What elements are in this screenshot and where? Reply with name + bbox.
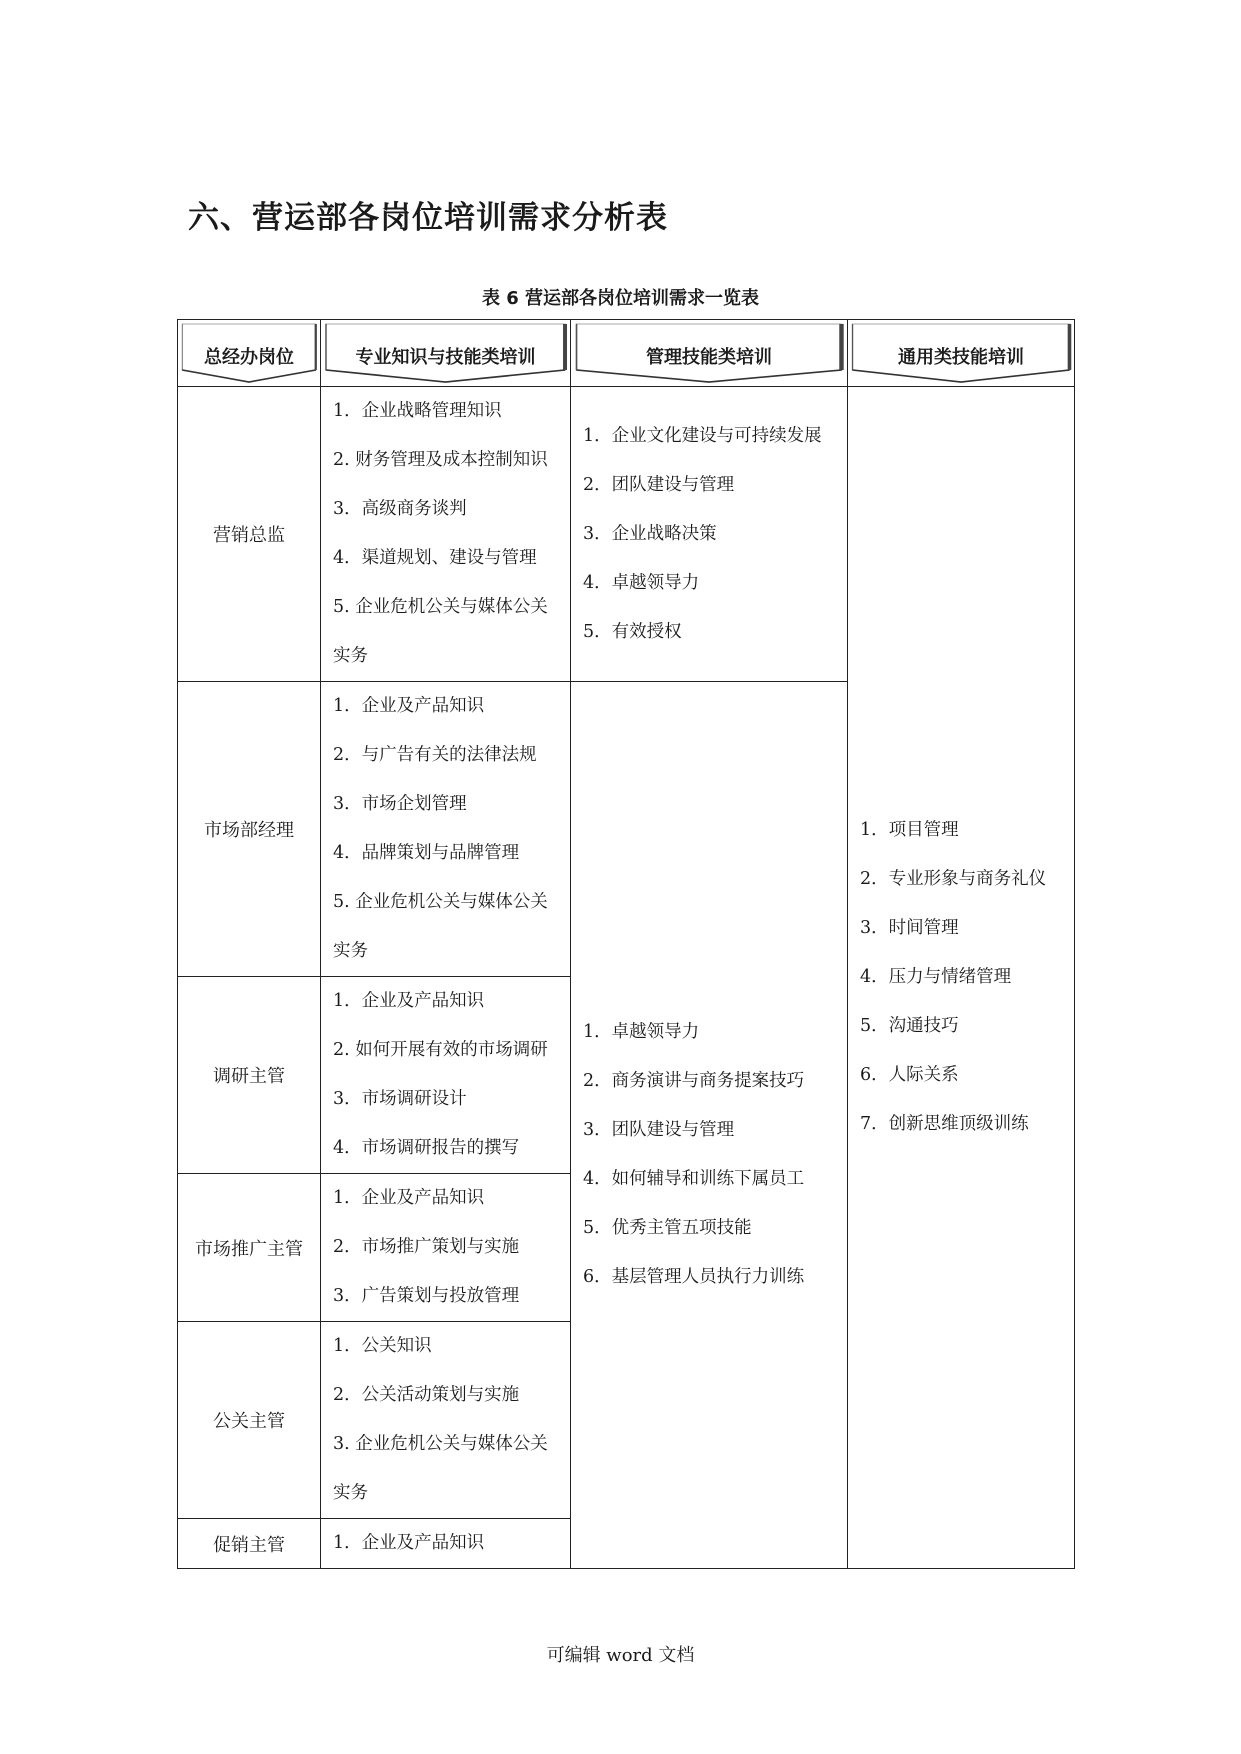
list-item: 3. 企业危机公关与媒体公关 <box>333 1434 548 1454</box>
professional-cell <box>321 977 571 1174</box>
list-item: 3．高级商务谈判 <box>333 499 467 519</box>
list-item: 实务 <box>333 646 368 666</box>
header-cell <box>571 320 848 387</box>
header-cell <box>321 320 571 387</box>
role-cell: 公关主管 <box>178 1322 321 1519</box>
list-item: 3．广告策划与投放管理 <box>333 1286 520 1306</box>
header-label: 总经办岗位 <box>204 347 294 368</box>
header-label: 管理技能类培训 <box>646 347 772 368</box>
list-item: 6．人际关系 <box>860 1065 959 1085</box>
list-item: 4．压力与情绪管理 <box>860 967 1012 987</box>
general-cell <box>848 387 1075 1569</box>
list-item: 5. 企业危机公关与媒体公关 <box>333 597 548 617</box>
role-cell: 调研主管 <box>178 977 321 1174</box>
professional-cell <box>321 387 571 682</box>
professional-cell <box>321 682 571 977</box>
table-row <box>178 387 1075 682</box>
list-item: 1．企业文化建设与可持续发展 <box>583 425 822 446</box>
list-item: 3．企业战略决策 <box>583 523 717 544</box>
list-item: 实务 <box>333 1483 368 1503</box>
list-item: 2．与广告有关的法律法规 <box>333 745 537 765</box>
page-footer: 可编辑 word 文档 <box>546 1645 695 1666</box>
list-item: 1．卓越领导力 <box>583 1022 700 1042</box>
list-item: 3．市场企划管理 <box>333 794 467 814</box>
list-item: 1．企业及产品知识 <box>333 991 485 1011</box>
list-item: 5. 企业危机公关与媒体公关 <box>333 892 548 912</box>
list-item: 2．专业形象与商务礼仪 <box>860 869 1047 889</box>
header-cell <box>178 320 321 387</box>
header-row <box>178 320 1075 387</box>
list-item: 1．企业及产品知识 <box>333 1188 485 1208</box>
role-cell: 促销主管 <box>178 1519 321 1569</box>
role-cell: 市场部经理 <box>178 682 321 977</box>
training-needs-table <box>177 319 1075 1569</box>
list-item: 3．市场调研设计 <box>333 1089 467 1109</box>
list-item: 5．沟通技巧 <box>860 1016 959 1036</box>
professional-cell <box>321 1322 571 1519</box>
list-item: 4．卓越领导力 <box>583 572 700 593</box>
list-item: 2．商务演讲与商务提案技巧 <box>583 1071 805 1091</box>
management-cell <box>571 682 848 1569</box>
header-label: 通用类技能培训 <box>898 347 1024 368</box>
list-item: 4．渠道规划、建设与管理 <box>333 548 537 568</box>
table-caption: 表 6 营运部各岗位培训需求一览表 <box>481 288 760 309</box>
list-item: 2．团队建设与管理 <box>583 474 735 495</box>
list-item: 6．基层管理人员执行力训练 <box>583 1267 805 1287</box>
role-cell: 营销总监 <box>178 387 321 682</box>
list-item: 1．企业及产品知识 <box>333 1533 485 1553</box>
list-item: 4．品牌策划与品牌管理 <box>333 843 520 863</box>
list-item: 2. 财务管理及成本控制知识 <box>333 450 548 470</box>
list-item: 4．市场调研报告的撰写 <box>333 1138 520 1158</box>
list-item: 1．企业及产品知识 <box>333 696 485 716</box>
header-label: 专业知识与技能类培训 <box>355 347 536 368</box>
list-item: 3．时间管理 <box>860 918 959 938</box>
list-item: 5．有效授权 <box>583 621 682 642</box>
professional-cell <box>321 1174 571 1322</box>
management-cell <box>571 387 848 682</box>
list-item: 实务 <box>333 941 368 961</box>
list-item: 2．市场推广策划与实施 <box>333 1237 520 1257</box>
list-item: 5．优秀主管五项技能 <box>583 1218 752 1238</box>
list-item: 7．创新思维顶级训练 <box>860 1114 1029 1134</box>
header-cell <box>848 320 1075 387</box>
list-item: 4．如何辅导和训练下属员工 <box>583 1169 805 1189</box>
role-cell: 市场推广主管 <box>178 1174 321 1322</box>
list-item: 3．团队建设与管理 <box>583 1120 735 1140</box>
list-item: 1．公关知识 <box>333 1336 432 1356</box>
list-item: 2. 如何开展有效的市场调研 <box>333 1040 548 1060</box>
list-item: 2．公关活动策划与实施 <box>333 1385 520 1405</box>
list-item: 1．企业战略管理知识 <box>333 401 502 421</box>
list-item: 1．项目管理 <box>860 820 959 840</box>
section-title: 六、营运部各岗位培训需求分析表 <box>188 200 668 236</box>
professional-cell <box>321 1519 571 1569</box>
